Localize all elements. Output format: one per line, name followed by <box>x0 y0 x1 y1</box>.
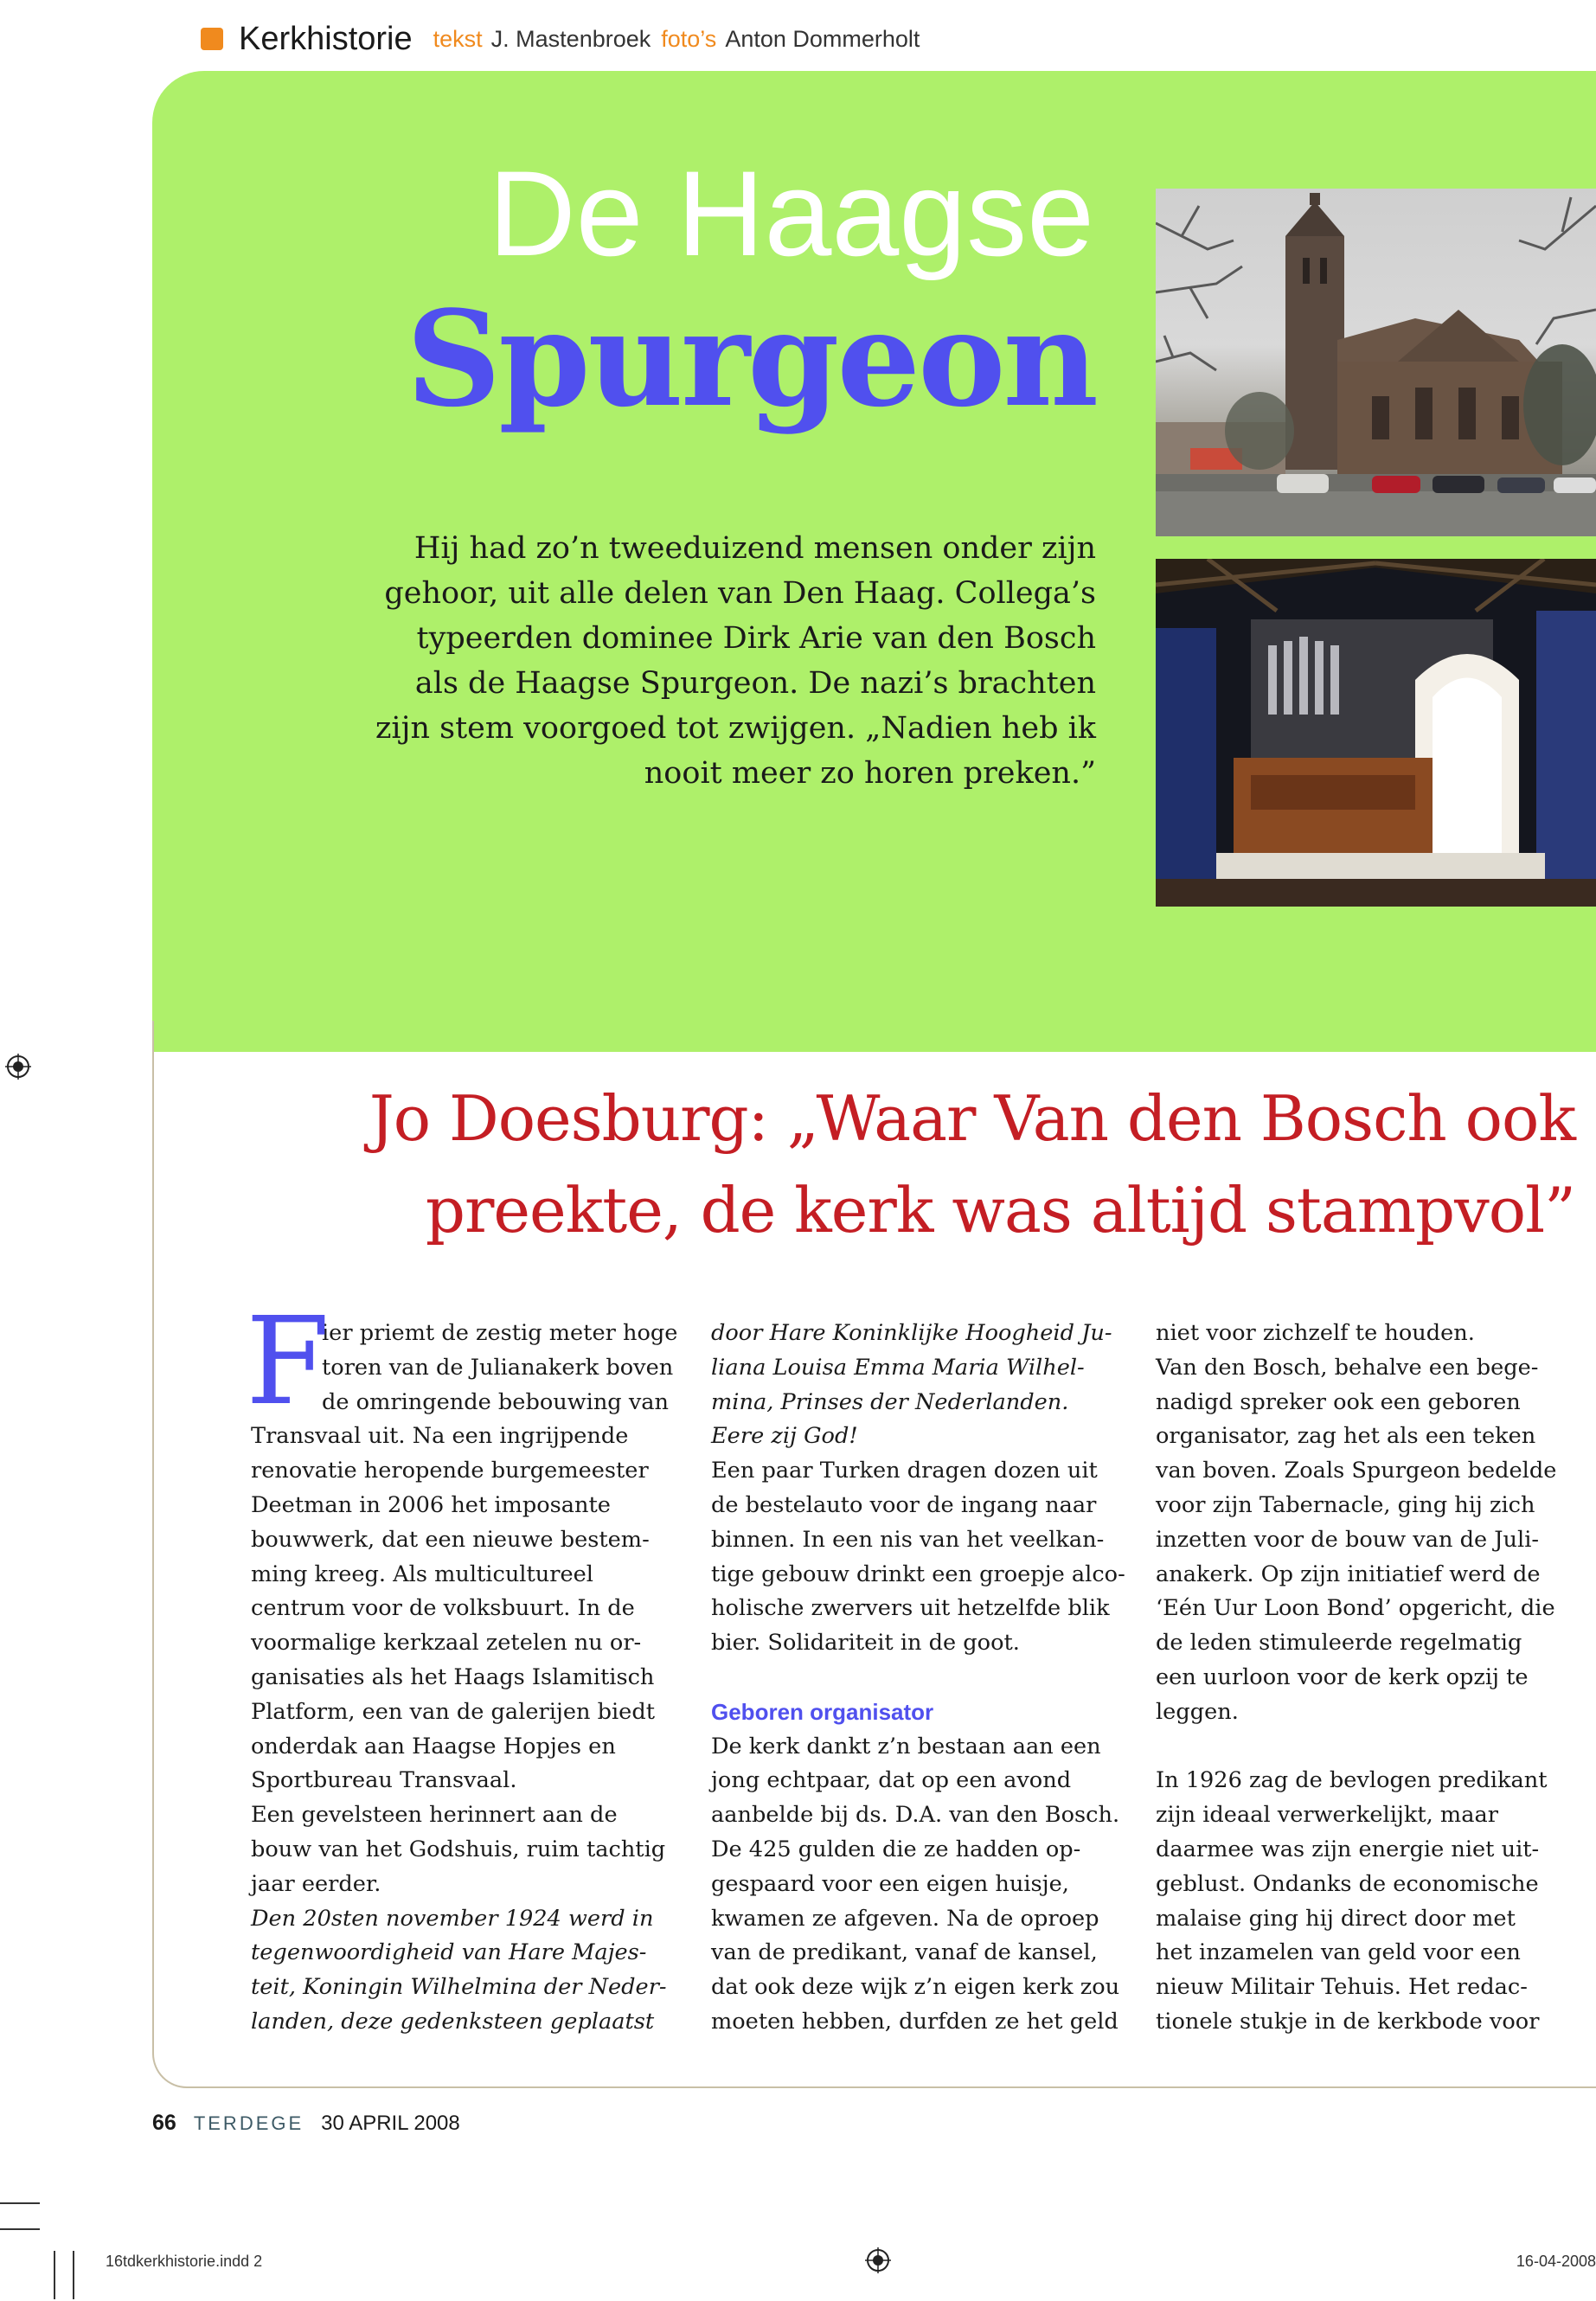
body-line: tionele stukje in de kerkbode voor <box>1156 2008 1540 2035</box>
body-line: het inzamelen van geld voor een <box>1156 1939 1521 1966</box>
body-line: de leden stimuleerde regelmatig <box>1156 1630 1522 1657</box>
issue-date: 30 APRIL 2008 <box>321 2112 460 2135</box>
subheading: Geboren organisator <box>711 1698 934 1725</box>
inscription-line: Eere zij God! <box>711 1423 858 1450</box>
body-line: daarmee was zijn energie niet uit- <box>1156 1836 1540 1862</box>
section-marker-square <box>201 28 223 50</box>
text-column-3 <box>1156 1317 1574 2040</box>
body-line: onderdak aan Haagse Hopjes en <box>251 1733 616 1759</box>
body-line: aanbelde bij ds. D.A. van den Bosch. <box>711 1802 1120 1829</box>
body-line: Van den Bosch, behalve een bege- <box>1156 1354 1539 1381</box>
body-line: voor zijn Tabernacle, ging hij zich <box>1156 1491 1535 1518</box>
credit-text-label: tekst <box>433 25 483 52</box>
paragraph-gap <box>1156 1730 1574 1765</box>
body-line: anakerk. Op zijn initiatief werd de <box>1156 1561 1541 1587</box>
body-line: ganisaties als het Haags Islamitisch <box>251 1663 655 1690</box>
crop-mark <box>0 2228 40 2230</box>
body-line: binnen. In een nis van het veelkan- <box>711 1526 1105 1553</box>
body-line: organisator, zag het als een teken <box>1156 1423 1536 1450</box>
body-line: bouw van het Godshuis, ruim tachtig <box>251 1836 666 1862</box>
body-line: Sportbureau Transvaal. <box>251 1767 517 1794</box>
body-line: Een paar Turken dragen dozen uit <box>711 1458 1098 1484</box>
credit-photo-label: foto’s <box>661 25 717 52</box>
body-line: de omringende bebouwing van <box>322 1388 670 1415</box>
body-line: niet voor zichzelf te houden. <box>1156 1320 1475 1346</box>
body-line: malaise ging hij direct door met <box>1156 1905 1516 1932</box>
body-line: voormalige kerkzaal zetelen nu or- <box>251 1630 642 1657</box>
body-line: In 1926 zag de bevlogen predikant <box>1156 1767 1548 1794</box>
body-line: de bestelauto voor de ingang naar <box>711 1491 1097 1518</box>
title-line-1: De Haagse <box>488 145 1094 281</box>
registration-mark-icon <box>5 1054 31 1080</box>
body-line: een uurloon voor de kerk opzij te <box>1156 1663 1529 1690</box>
body-line: van de predikant, vanaf de kansel, <box>711 1939 1098 1966</box>
paragraph-gap <box>711 1661 1130 1695</box>
church-exterior-photo <box>1156 189 1596 536</box>
body-line: zijn ideaal verwerkelijkt, maar <box>1156 1802 1498 1829</box>
headline-line: Jo Doesburg: „Waar Van den Bosch ook <box>369 1082 1575 1155</box>
lead-line: typeerden dominee Dirk Arie van den Bosch <box>416 621 1096 656</box>
body-line: jaar eerder. <box>251 1870 381 1897</box>
text-column-2 <box>711 1317 1130 2040</box>
section-name: Kerkhistorie <box>239 20 413 57</box>
body-line: ier priemt de zestig meter hoge <box>322 1320 678 1346</box>
page-footer <box>152 2111 460 2136</box>
body-line: nieuw Militair Tehuis. Het redac- <box>1156 1974 1528 2001</box>
body-line: toren van de Julianakerk boven <box>322 1354 674 1381</box>
credit-text-author: J. Mastenbroek <box>490 25 651 52</box>
body-line: bouwwerk, dat een nieuwe bestem- <box>251 1526 650 1553</box>
inscription-line: Den 20sten november 1924 werd in <box>251 1905 654 1932</box>
body-line: moeten hebben, durfden ze het geld <box>711 2008 1118 2035</box>
inscription-line: door Hare Koninklijke Hoogheid Ju- <box>711 1320 1112 1346</box>
crop-mark <box>54 2251 55 2299</box>
lead-line: gehoor, uit alle delen van Den Haag. Collega’s <box>384 576 1096 611</box>
body-line: Platform, een van de galerijen biedt <box>251 1698 655 1725</box>
drop-cap: F <box>246 1292 330 1433</box>
body-line: ‘Eén Uur Loon Bond’ opgericht, die <box>1156 1595 1555 1622</box>
inscription-line: liana Louisa Emma Maria Wilhel- <box>711 1354 1085 1381</box>
inscription-line: landen, deze gedenksteen geplaatst <box>251 2008 655 2035</box>
body-line: Transvaal uit. Na een ingrijpende <box>251 1423 629 1450</box>
body-line: dat ook deze wijk z’n eigen kerk zou <box>711 1974 1120 2001</box>
magazine-name: TERDEGE <box>193 2112 304 2134</box>
body-line: Een gevelsteen herinnert aan de <box>251 1802 618 1829</box>
inscription-line: teit, Koningin Wilhelmina der Neder- <box>251 1974 667 2001</box>
lead-line: Hij had zo’n tweeduizend mensen onder zijn <box>413 531 1096 566</box>
body-line: De kerk dankt z’n bestaan aan een <box>711 1733 1101 1759</box>
inscription-line: tegenwoordigheid van Hare Majes- <box>251 1939 647 1966</box>
body-line: bier. Solidariteit in de goot. <box>711 1630 1020 1657</box>
crop-mark <box>73 2251 74 2299</box>
body-line: jong echtpaar, dat op een avond <box>711 1767 1072 1794</box>
body-line: inzetten voor de bouw van de Juli- <box>1156 1526 1540 1553</box>
slug-date: 16-04-2008 <box>1516 2253 1596 2270</box>
registration-mark-icon <box>865 2247 891 2273</box>
body-line: tige gebouw drinkt een groepje alco- <box>711 1561 1125 1587</box>
body-line: gespaard voor een eigen huisje, <box>711 1870 1069 1897</box>
body-line: Deetman in 2006 het imposante <box>251 1491 611 1518</box>
body-line: holische zwervers uit hetzelfde blik <box>711 1595 1110 1622</box>
body-line: ming kreeg. Als multicultureel <box>251 1561 593 1587</box>
body-line: nadigd spreker ook een geboren <box>1156 1388 1521 1415</box>
inscription-line: mina, Prinses der Nederlanden. <box>711 1388 1069 1415</box>
body-line: renovatie heropende burgemeester <box>251 1458 649 1484</box>
church-interior-photo <box>1156 559 1596 907</box>
pull-headline <box>369 1073 1575 1256</box>
section-header <box>201 17 930 61</box>
lead-line: zijn stem voorgoed tot zwijgen. „Nadien heb ik <box>375 711 1096 746</box>
body-line: De 425 gulden die ze hadden op- <box>711 1836 1081 1862</box>
crop-mark <box>0 2202 40 2204</box>
lead-line: nooit meer zo horen preken.” <box>644 756 1096 791</box>
credit-photo-author: Anton Dommerholt <box>725 25 920 52</box>
body-line: van boven. Zoals Spurgeon bedelde <box>1156 1458 1557 1484</box>
lead-line: als de Haagse Spurgeon. De nazi’s brachten <box>414 666 1096 701</box>
page-number: 66 <box>152 2111 176 2135</box>
slug-file-name: 16tdkerkhistorie.indd 2 <box>106 2253 263 2270</box>
title-line-2: Spurgeon <box>406 281 1096 436</box>
body-line: leggen. <box>1156 1698 1239 1725</box>
lead-paragraph <box>369 526 1096 796</box>
headline-line: preekte, de kerk was altijd stampvol” <box>425 1174 1575 1247</box>
text-column-1 <box>246 1292 678 2040</box>
body-line: kwamen ze afgeven. Na de oproep <box>711 1905 1099 1932</box>
body-line: centrum voor de volksbuurt. In de <box>251 1595 635 1622</box>
body-line: geblust. Ondanks de economische <box>1156 1870 1539 1897</box>
